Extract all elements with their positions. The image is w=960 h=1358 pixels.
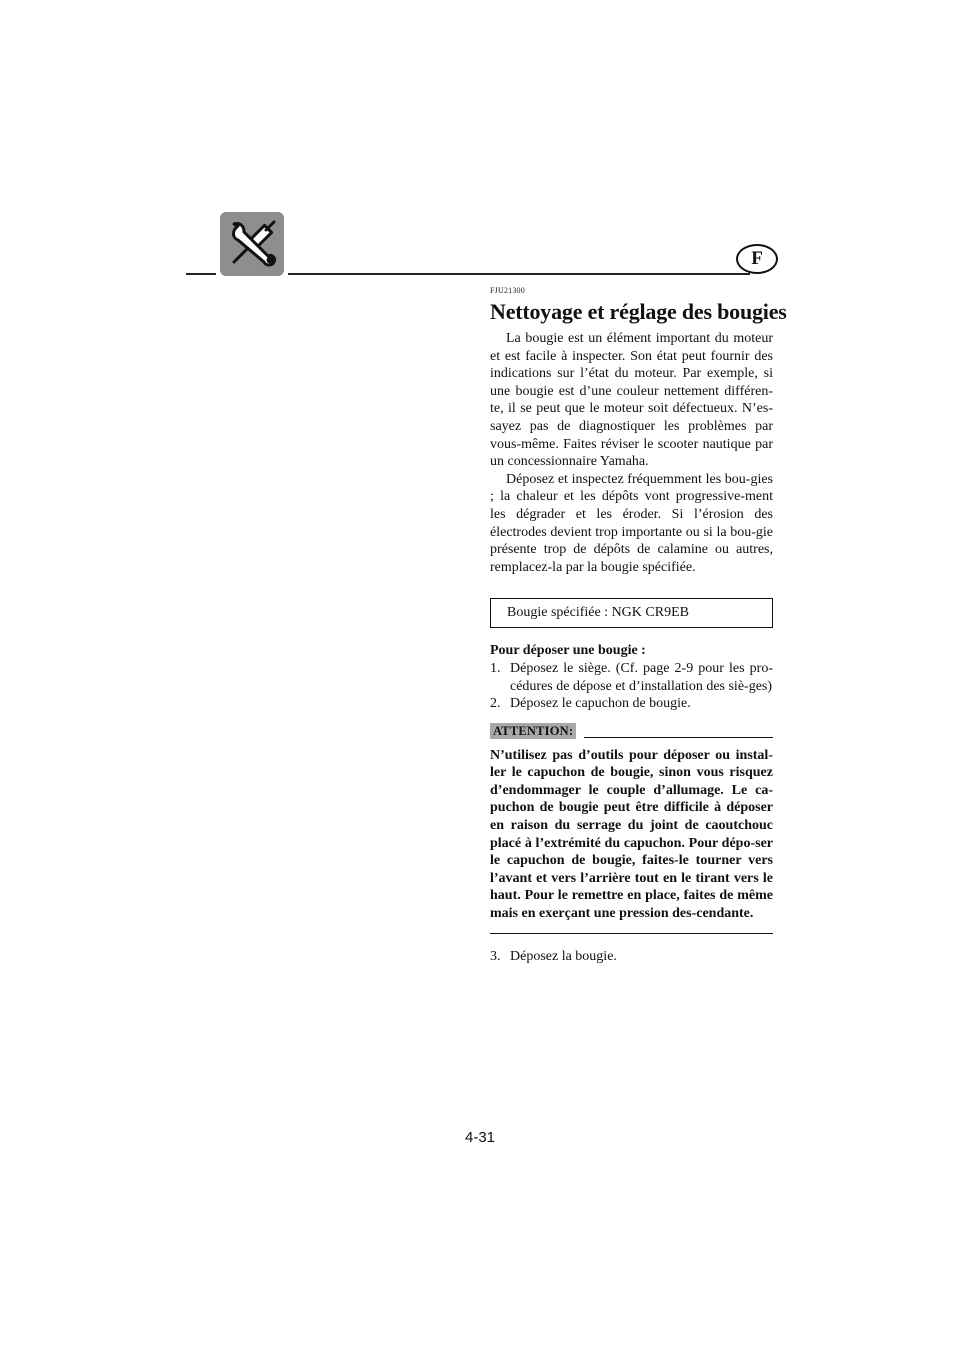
page-number: 4-31 xyxy=(464,1129,496,1146)
spec-text: Bougie spécifiée : NGK CR9EB xyxy=(507,605,689,621)
list-item xyxy=(490,948,773,966)
section-title: Nettoyage et réglage des bougies xyxy=(490,299,787,324)
header-rule-left xyxy=(186,273,216,275)
step-text: Déposez la bougie. xyxy=(510,948,617,964)
spec-box xyxy=(490,598,773,628)
step-number: 2. xyxy=(490,696,501,712)
intro-paragraph: La bougie est un élément important du moteur et est facile à inspecter. Son état peut fournir des indications sur l’état du moteur. Par exemple, si une bougie est d’une couleur nettement différen-te, il se peut que le moteur soit défectueux. N’es-sayez pas de diagnostiquer les problèmes par vous-même. Faites réviser le scooter nautique par un concessionnaire Yamaha. xyxy=(490,331,773,470)
main-content xyxy=(490,286,787,965)
step-number: 3. xyxy=(490,948,501,964)
attention-text: N’utilisez pas d’outils pour déposer ou instal-ler le capuchon de bougie, sinon vous risquez d’endommager le couple d’allumage. Le ca-puchon de bougie peut être difficile à déposer en raison du serrage du joint de caoutchouc placé à l’extrémité du capuchon. Pour dépo-ser le capuchon de bougie, faites-le tourner vers l’avant et vers l’arrière tout en le tirant vers le haut. Pour le remettre en place, faites de même mais en exerçant une pression des-cendante. xyxy=(490,747,773,922)
list-item xyxy=(490,660,773,695)
wrench-screwdriver-icon xyxy=(220,212,284,276)
attention-label: ATTENTION: xyxy=(490,723,576,739)
step-number: 1. xyxy=(490,660,501,676)
step-text: Déposez le capuchon de bougie. xyxy=(510,696,691,712)
inspection-paragraph: Déposez et inspectez fréquemment les bou-gies ; la chaleur et les dépôts vont progressive-ment les dégrader et les éroder. Si l’érosion des électrodes devient trop importante ou si la bou-gie présente trop de dépôts de calamine ou autres, remplacez-la par la bougie spécifiée. xyxy=(490,471,773,575)
list-item xyxy=(490,695,773,713)
step-text: Déposez le siège. (Cf. page 2-9 pour les pro-cédures de dépose et d’installation des siè-ges) xyxy=(510,660,773,694)
attention-rule xyxy=(584,737,773,738)
section-code: FJU21300 xyxy=(490,286,525,295)
header-rule-right xyxy=(288,273,750,275)
attention-header xyxy=(490,723,773,739)
language-badge: F xyxy=(736,244,778,274)
removal-subheading: Pour déposer une bougie : xyxy=(490,643,646,659)
attention-bottom-rule xyxy=(490,933,773,934)
